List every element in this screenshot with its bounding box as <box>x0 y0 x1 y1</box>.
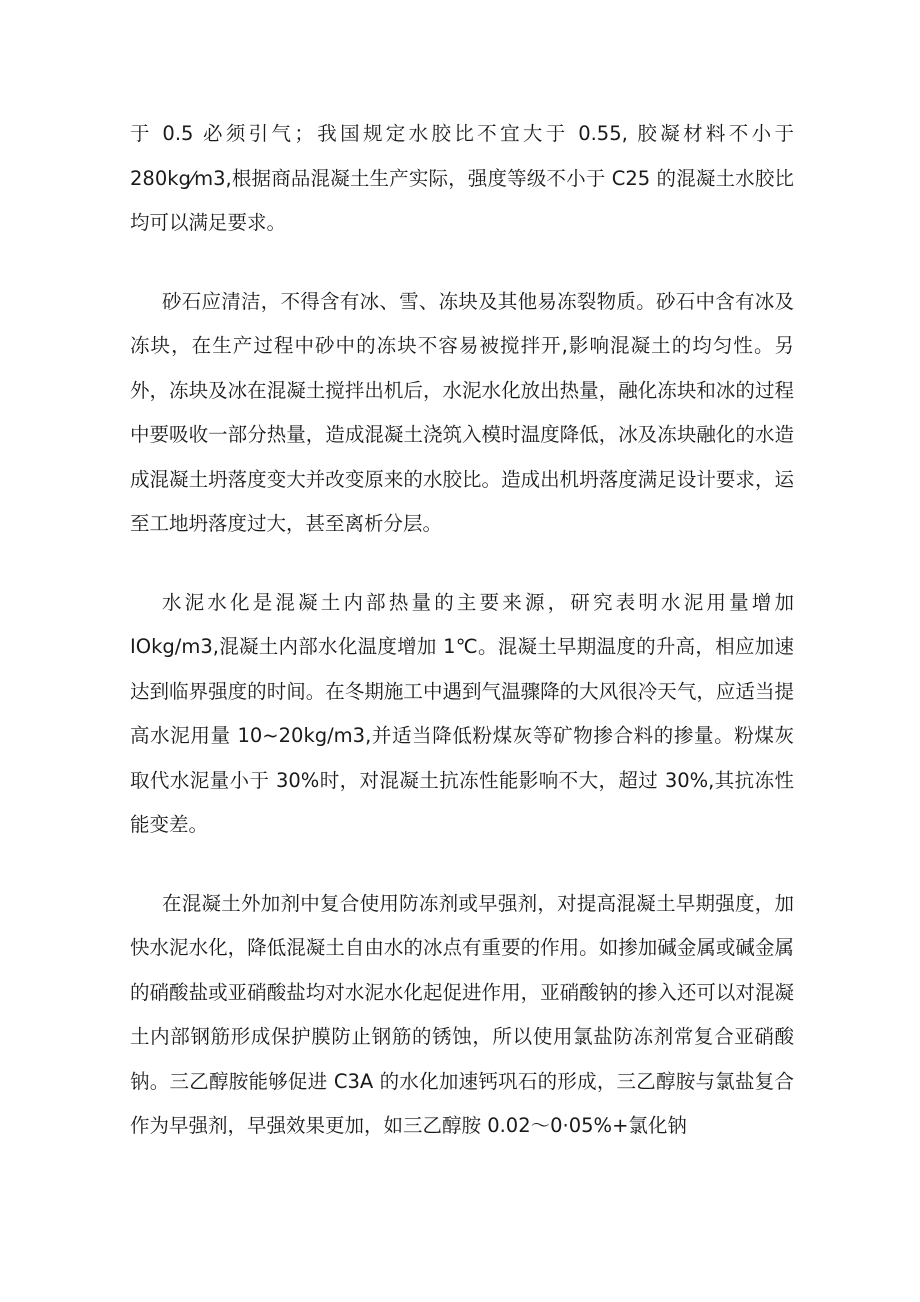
paragraph-4: 在混凝土外加剂中复合使用防冻剂或早强剂，对提高混凝土早期强度，加快水泥水化，降低混凝土自由水的冰点有重要的作用。如掺加碱金属或碱金属的硝酸盐或亚硝酸盐均对水泥水化起促进作用，亚硝酸钠的掺入还可以对混凝土内部钢筋形成保护膜防止钢筋的锈蚀，所以使用氯盐防冻剂常复合亚硝酸钠。三乙醇胺能够促进 C3A 的水化加速钙巩石的形成，三乙醇胺与氯盐复合作为早强剂，早强效果更加，如三乙醇胺 0.02～0·05%+氯化钠 <box>130 891 794 1137</box>
paragraph-2: 砂石应清洁，不得含有冰、雪、冻块及其他易冻裂物质。砂石中含有冰及冻块，在生产过程中砂中的冻块不容易被搅拌开,影响混凝土的均匀性。另外，冻块及冰在混凝土搅拌出机后，水泥水化放出热量，融化冻块和冰的过程中要吸收一部分热量，造成混凝土浇筑入模时温度降低，冰及冻块融化的水造成混凝土坍落度变大并改变原来的水胶比。造成出机坍落度满足设计要求，运至工地坍落度过大，甚至离析分层。 <box>130 289 794 535</box>
paragraph-1: 于 0.5 必须引气；我国规定水胶比不宜大于 0.55, 胶凝材料不小于 280kg⁄m3,根据商品混凝土生产实际，强度等级不小于 C25 的混凝土水胶比均可以满足要求。 <box>130 122 794 234</box>
paragraph-3: 水泥水化是混凝土内部热量的主要来源，研究表明水泥用量增加 IOkg/m3,混凝土内部水化温度增加 1℃。混凝土早期温度的升高，相应加速达到临界强度的时间。在冬期施工中遇到气温骤降的大风很冷天气，应适当提高水泥用量 10~20kg/m3,并适当降低粉煤灰等矿物掺合料的掺量。粉煤灰取代水泥量小于 30%时，对混凝土抗冻性能影响不大，超过 30%,其抗冻性能变差。 <box>130 590 794 836</box>
document-body <box>130 112 794 1183</box>
